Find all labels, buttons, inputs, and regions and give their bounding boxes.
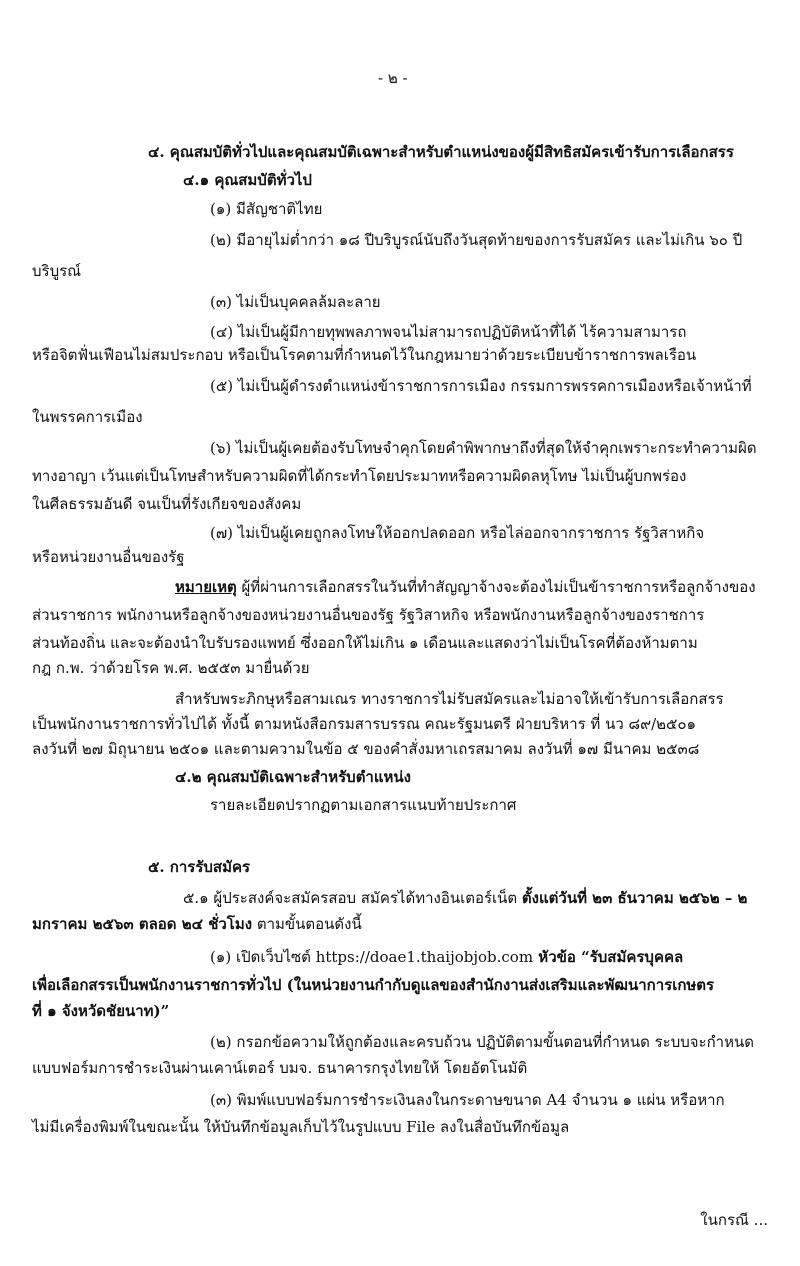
step-2-line-2: แบบฟอร์มการชำระเงินผ่านเคาน์เตอร์ บมจ. ธนาคารกรุงไทยให้ โดยอัตโนมัติ <box>32 1059 528 1077</box>
qualification-6-line-2: ทางอาญา เว้นแต่เป็นโทษสำหรับความผิดที่ได้กระทำโดยประมาทหรือความผิดลหุโทษ ไม่เป็นผู้บกพร่อง <box>32 467 687 485</box>
qualification-5-line-2: ในพรรคการเมือง <box>32 408 143 426</box>
step-3-line-1: (๓) พิมพ์แบบฟอร์มการชำระเงินลงในกระดาษขนาด A4 จำนวน ๑ แผ่น หรือหาก <box>210 1091 725 1109</box>
step-1-topic: หัวข้อ “รับสมัครบุคคล <box>533 948 684 966</box>
note-line-1 <box>175 577 756 597</box>
section-4-2-body: รายละเอียดปรากฏตามเอกสารแนบท้ายประกาศ <box>210 796 517 814</box>
qualification-4-line-1: (๔) ไม่เป็นผู้มีกายทุพพลภาพจนไม่สามารถปฏิบัติหน้าที่ได้ ไร้ความสามารถ <box>210 323 687 341</box>
step-1-line-3: ที่ ๑ จังหวัดชัยนาท)” <box>32 1002 170 1020</box>
section-5-1-date-end: มกราคม ๒๕๖๓ ตลอด ๒๔ ชั่วโมง <box>32 915 253 933</box>
section-5-1-line-2 <box>32 914 362 934</box>
qualification-4-line-2: หรือจิตฟั่นเฟือนไม่สมประกอบ หรือเป็นโรคตามที่กำหนดไว้ในกฎหมายว่าด้วยระเบียบข้าราชการพลเรือน <box>32 346 697 364</box>
section-4-2-title: ๔.๒ คุณสมบัติเฉพาะสำหรับตำแหน่ง <box>175 768 411 786</box>
step-2-line-1: (๒) กรอกข้อความให้ถูกต้องและครบถ้วน ปฏิบัติตามขั้นตอนที่กำหนด ระบบจะกำหนด <box>210 1033 754 1051</box>
qualification-7-line-1: (๗) ไม่เป็นผู้เคยถูกลงโทษให้ออกปลดออก หรือไล่ออกจากราชการ รัฐวิสาหกิจ <box>210 524 705 542</box>
step-1-line-1 <box>210 947 683 967</box>
step-1-line-2: เพื่อเลือกสรรเป็นพนักงานราชการทั่วไป (ในหน่วยงานกำกับดูแลของสำนักงานส่งเสริมและพัฒนาการเกษตร <box>32 976 715 994</box>
website-url: https://doae1.thaijobjob.com <box>315 948 534 966</box>
continuation-footer: ในกรณี ... <box>700 1211 768 1229</box>
qualification-6-line-3: ในศีลธรรมอันดี จนเป็นที่รังเกียจของสังคม <box>32 495 302 513</box>
note-line-3: ส่วนท้องถิ่น และจะต้องนำใบรับรองแพทย์ ซึ่งออกให้ไม่เกิน ๑ เดือนและแสดงว่าไม่เป็นโรคที่ต้องห้ามตาม <box>32 634 698 652</box>
monk-line-1: สำหรับพระภิกษุหรือสามเณร ทางราชการไม่รับสมัครและไม่อาจให้เข้ารับการเลือกสรร <box>175 690 724 708</box>
note-label: หมายเหตุ <box>175 578 237 596</box>
note-line-4: กฎ ก.พ. ว่าด้วยโรค พ.ศ. ๒๕๕๓ มายื่นด้วย <box>32 659 310 677</box>
qualification-6-line-1: (๖) ไม่เป็นผู้เคยต้องรับโทษจำคุกโดยคำพิพากษาถึงที่สุดให้จำคุกเพราะกระทำความผิด <box>210 439 757 457</box>
section-5-1-text: ๕.๑ ผู้ประสงค์จะสมัครสอบ สมัครได้ทางอินเตอร์เน็ต <box>183 889 522 907</box>
section-5-title: ๕. การรับสมัคร <box>148 858 251 876</box>
section-4-title: ๔. คุณสมบัติทั่วไปและคุณสมบัติเฉพาะสำหรับตำแหน่งของผู้มีสิทธิสมัครเข้ารับการเลือกสรร <box>148 143 734 161</box>
qualification-5-line-1: (๕) ไม่เป็นผู้ดำรงตำแหน่งข้าราชการการเมือง กรรมการพรรคการเมืองหรือเจ้าหน้าที่ <box>210 377 752 395</box>
step-1-text: (๑) เปิดเว็บไซต์ <box>210 948 316 966</box>
section-5-1-date-start: ตั้งแต่วันที่ ๒๓ ธันวาคม ๒๕๖๒ – ๒ <box>521 889 748 907</box>
qualification-2-line-2: บริบูรณ์ <box>32 262 82 280</box>
note-line-2: ส่วนราชการ พนักงานหรือลูกจ้างของหน่วยงานอื่นของรัฐ รัฐวิสาหกิจ หรือพนักงานหรือลูกจ้างของราชการ <box>32 606 705 624</box>
qualification-1: (๑) มีสัญชาติไทย <box>210 200 323 218</box>
section-4-1-title: ๔.๑ คุณสมบัติทั่วไป <box>183 171 312 189</box>
step-3-line-2: ไม่มีเครื่องพิมพ์ในขณะนั้น ให้บันทึกข้อมูลเก็บไว้ในรูปแบบ File ลงในสื่อบันทึกข้อมูล <box>32 1118 570 1136</box>
qualification-3: (๓) ไม่เป็นบุคคลล้มละลาย <box>210 293 381 311</box>
qualification-7-line-2: หรือหน่วยงานอื่นของรัฐ <box>32 548 185 566</box>
qualification-2-line-1: (๒) มีอายุไม่ต่ำกว่า ๑๘ ปีบริบูรณ์นับถึงวันสุดท้ายของการรับสมัคร และไม่เกิน ๖๐ ปี <box>210 231 743 249</box>
monk-line-2: เป็นพนักงานราชการทั่วไปได้ ทั้งนี้ ตามหนังสือกรมสารบรรณ คณะรัฐมนตรี ฝ่ายบริหาร ที่ นว ๘๙/๒๕๐๑ <box>32 715 697 733</box>
page-number: - ๒ - <box>378 69 408 87</box>
section-5-1-line-1 <box>183 888 747 908</box>
section-5-1-text-2: ตามขั้นตอนดังนี้ <box>252 915 362 933</box>
note-text-1: ผู้ที่ผ่านการเลือกสรรในวันที่ทำสัญญาจ้างจะต้องไม่เป็นข้าราชการหรือลูกจ้างของ <box>236 578 756 596</box>
monk-line-3: ลงวันที่ ๒๗ มิถุนายน ๒๕๐๑ และตามความในข้อ ๕ ของคำสั่งมหาเถรสมาคม ลงวันที่ ๑๗ มีนาคม ๒๕๓๘ <box>32 740 700 758</box>
